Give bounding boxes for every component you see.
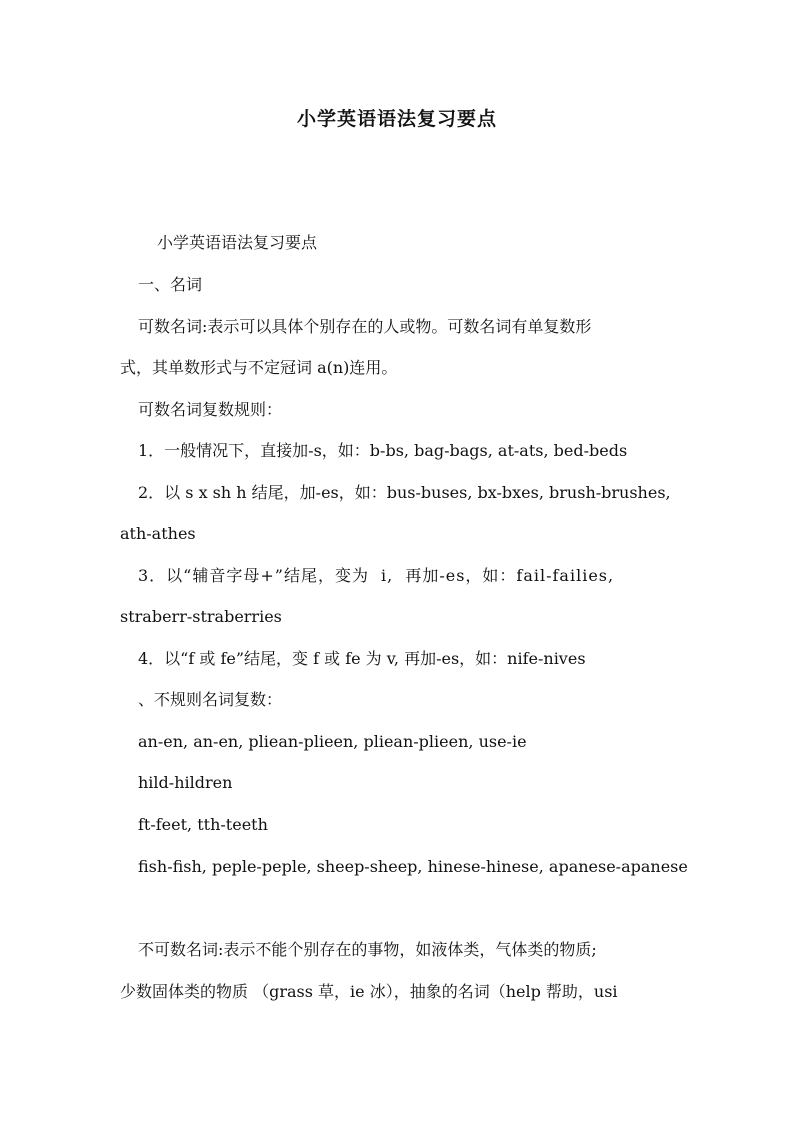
rule-2-line-1: 2．以 s x sh h 结尾，加-es，如：bus-buses, bx-bxes, brush-brushes, (138, 483, 671, 502)
section-heading-noun: 一、名词 (138, 275, 203, 294)
rule-2-line-2: ath-athes (120, 524, 196, 543)
rule-4: 4．以“f 或 fe”结尾，变 f 或 fe 为 v, 再加-es，如：nife-nives (138, 649, 586, 668)
paragraph-uncountable-line-1: 不可数名词:表示不能个别存在的事物，如液体类，气体类的物质; (138, 940, 597, 959)
rule-3-line-2: straberr-straberries (120, 607, 282, 626)
irregular-example-2: hild-hildren (138, 773, 233, 792)
paragraph-countable-line-2: 式，其单数形式与不定冠词 a(n)连用。 (120, 358, 398, 377)
paragraph-uncountable-line-2: 少数固体类的物质 （grass 草，ie 冰），抽象的名词（help 帮助，usi (120, 982, 618, 1001)
plural-rules-heading: 可数名词复数规则： (138, 400, 283, 419)
rule-1: 1．一般情况下，直接加-s，如：b-bs, bag-bags, at-ats, bed-beds (138, 441, 628, 460)
paragraph-countable-line-1: 可数名词:表示可以具体个别存在的人或物。可数名词有单复数形 (138, 317, 592, 336)
rule-3-line-1: 3．以“辅音字母+”结尾，变为 i, 再加-es，如：fail-failies, (138, 566, 615, 585)
irregular-plural-heading: 、不规则名词复数： (138, 690, 283, 709)
irregular-example-4: fish-fish, peple-peple, sheep-sheep, hinese-hinese, apanese-apanese (138, 857, 688, 876)
irregular-example-1: an-en, an-en, pliean-plieen, pliean-plieen, use-ie (138, 732, 527, 751)
irregular-example-3: ft-feet, tth-teeth (138, 815, 268, 834)
subtitle-line: 小学英语语法复习要点 (157, 233, 318, 252)
page-title: 小学英语语法复习要点 (296, 108, 497, 130)
